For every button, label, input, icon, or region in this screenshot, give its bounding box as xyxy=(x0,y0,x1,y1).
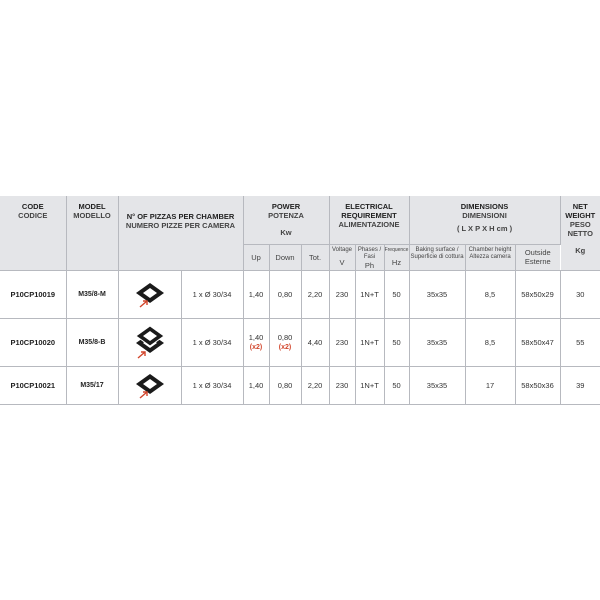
row-outside: 58x50x47 xyxy=(515,318,560,366)
table-row xyxy=(0,366,600,404)
spec-table xyxy=(0,196,600,405)
table-row xyxy=(0,318,600,366)
frequency-header: Frequence Hz xyxy=(384,244,409,270)
row-voltage: 230 xyxy=(329,366,355,404)
row-power-up: 1,40 (x2) xyxy=(243,318,269,366)
row-frequency: 50 xyxy=(384,270,409,318)
row-pizzas: 1 x Ø 30/34 xyxy=(181,318,243,366)
row-power-down: 0,80 xyxy=(269,366,301,404)
row-outside: 58x50x29 xyxy=(515,270,560,318)
row-pizzas: 1 x Ø 30/34 xyxy=(181,270,243,318)
row-code: P10CP10019 xyxy=(0,270,66,318)
power-multiplier-badge: (x2) xyxy=(249,344,263,351)
row-power-tot: 4,40 xyxy=(301,318,329,366)
row-chamber-height: 17 xyxy=(465,366,515,404)
voltage-header: Voltage V xyxy=(329,244,355,270)
weight-header: NET WEIGHT PESO NETTO Kg xyxy=(565,202,596,255)
single-chamber-oven-icon xyxy=(118,270,181,318)
row-weight: 30 xyxy=(560,270,600,318)
row-power-up: 1,40 xyxy=(243,270,269,318)
row-chamber-height: 8,5 xyxy=(465,270,515,318)
header-row-main xyxy=(0,196,600,244)
row-weight: 55 xyxy=(560,318,600,366)
table-row xyxy=(0,270,600,318)
row-voltage: 230 xyxy=(329,318,355,366)
row-model: M35/8-B xyxy=(66,318,118,366)
power-tot-header: Tot. xyxy=(301,244,329,270)
spec-table-container xyxy=(0,196,600,405)
row-outside: 58x50x36 xyxy=(515,366,560,404)
row-pizzas: 1 x Ø 30/34 xyxy=(181,366,243,404)
row-model: M35/8-M xyxy=(66,270,118,318)
electrical-header: ELECTRICAL REQUIREMENT ALIMENTAZIONE xyxy=(329,196,409,244)
outside-header: Outside Esterne xyxy=(515,244,560,270)
pizzas-header: N° OF PIZZAS PER CHAMBER NUMERO PIZZE PER CAMERA xyxy=(118,196,243,270)
phases-header: Phases / Fasi Ph xyxy=(355,244,384,270)
code-header: CODE CODICE xyxy=(0,196,66,270)
row-power-down: 0,80 xyxy=(269,270,301,318)
power-down-header: Down xyxy=(269,244,301,270)
row-power-up: 1,40 xyxy=(243,366,269,404)
row-weight: 39 xyxy=(560,366,600,404)
row-code: P10CP10021 xyxy=(0,366,66,404)
row-frequency: 50 xyxy=(384,366,409,404)
row-power-down: 0,80 (x2) xyxy=(269,318,301,366)
model-header: MODEL MODELLO xyxy=(66,196,118,270)
chamber-height-header: Chamber height Altezza camera xyxy=(465,244,515,270)
row-chamber-height: 8,5 xyxy=(465,318,515,366)
row-voltage: 230 xyxy=(329,270,355,318)
power-header: POWER POTENZA Kw xyxy=(243,196,329,244)
row-phases: 1N+T xyxy=(355,318,384,366)
power-multiplier-badge: (x2) xyxy=(278,344,292,351)
row-phases: 1N+T xyxy=(355,270,384,318)
row-model: M35/17 xyxy=(66,366,118,404)
dimensions-header: DIMENSIONS DIMENSIONI ( L X P X H cm ) xyxy=(409,196,560,244)
baking-surface-header: Baking surface / Superficie di cottura xyxy=(409,244,465,270)
row-code: P10CP10020 xyxy=(0,318,66,366)
single-chamber-oven-icon xyxy=(118,366,181,404)
row-frequency: 50 xyxy=(384,318,409,366)
row-power-tot: 2,20 xyxy=(301,270,329,318)
row-power-tot: 2,20 xyxy=(301,366,329,404)
power-up-header: Up xyxy=(243,244,269,270)
row-baking-surface: 35x35 xyxy=(409,366,465,404)
double-chamber-oven-icon xyxy=(118,318,181,366)
row-phases: 1N+T xyxy=(355,366,384,404)
row-baking-surface: 35x35 xyxy=(409,270,465,318)
row-baking-surface: 35x35 xyxy=(409,318,465,366)
